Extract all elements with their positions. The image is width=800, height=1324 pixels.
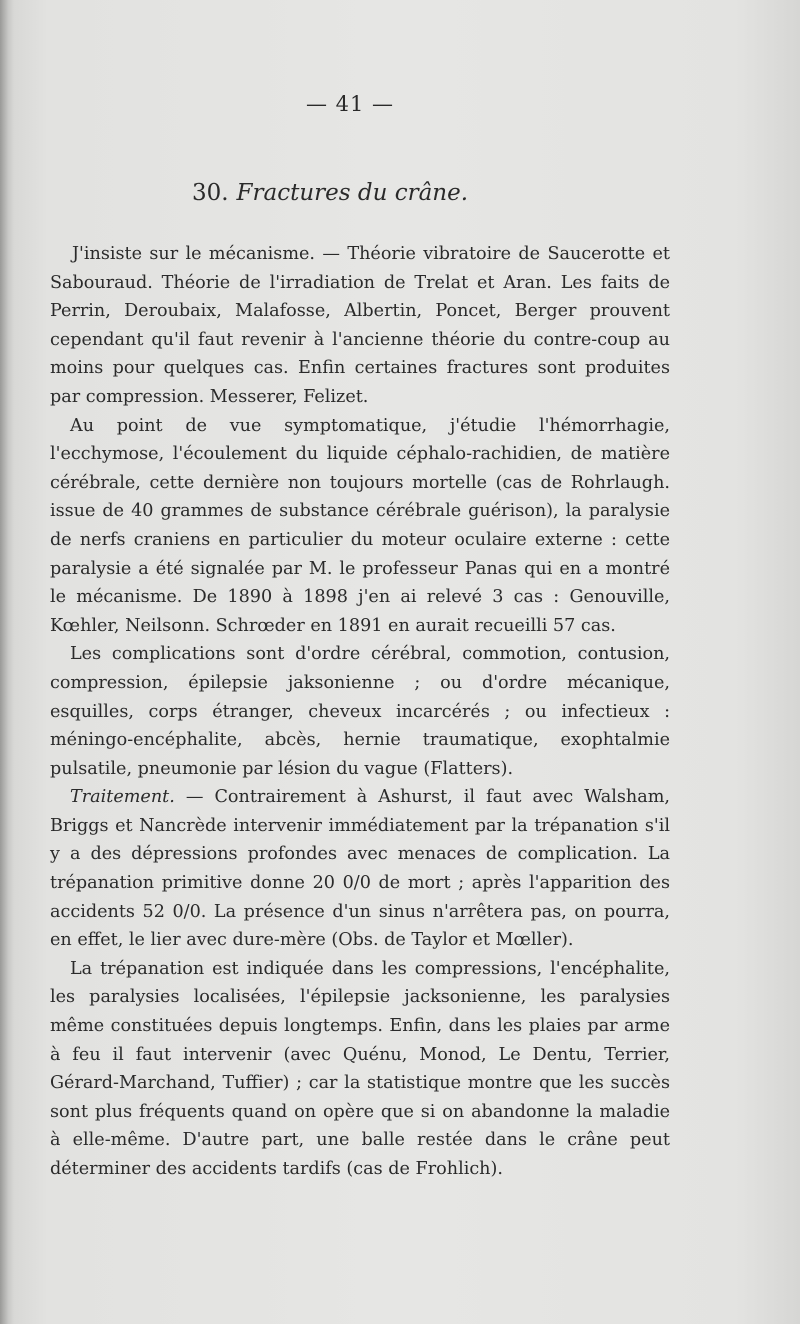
traitement-label: Traitement. [70,787,175,808]
traitement-text: — Contrairement à Ashurst, il faut avec Walsham, Briggs et Nancrède intervenir immédiatement par la trépanation s'il y a des dépressions profondes avec menaces de complication. La trépanation primitive donne 20 0/0 de mort ; après l'apparition des accidents 52 0/0. La présence d'un sinus n'arrêtera pas, on pourra, en effet, le lier avec dure-mère (Obs. de Taylor et Mœller). [50,787,670,951]
section-heading [0,180,660,206]
paragraph-trepanation: La trépanation est indiquée dans les compressions, l'encéphalite, les paralysies localisées, l'épilepsie jacksonienne, les paralysies même constituées depuis longtemps. Enfin, dans les plaies par arme à feu il faut intervenir (avec Quénu, Monod, Le Dentu, Terrier, Gérard-Marchand, Tuffier) ; car la statistique montre que les succès sont plus fréquents quand on opère que si on abandonne la maladie à elle-même. D'autre part, une balle restée dans le crâne peut déterminer des accidents tardifs (cas de Frohlich). [50,958,670,1179]
paragraph-complications: Les complications sont d'ordre cérébral, commotion, contusion, compression, épilepsie jaksonienne ; ou d'ordre mécanique, esquilles, corps étranger, cheveux incarcérés ; ou infectieux : méningo-encéphalite, abcès, hernie traumatique, exophtalmie pulsatile, pneumonie par lésion du vague (Flatters). [50,644,670,779]
paragraph-traitement [50,783,670,955]
page-number: — 41 — [305,92,395,116]
paragraph-symptomes: Au point de vue symptomatique, j'étudie l'hémorrhagie, l'ecchymose, l'écoulement du liquide céphalo-rachidien, de matière cérébrale, cette dernière non toujours mortelle (cas de Rohrlaugh. issue de 40 grammes de substance cérébrale guérison), la paralysie de nerfs craniens en particulier du moteur oculaire externe : cette paralysie a été signalée par M. le professeur Panas qui en a montré le mécanisme. De 1890 à 1898 j'en ai relevé 3 cas : Genouville, Kœhler, Neilsonn. Schrœder en 1891 en aurait recueilli 57 cas. [50,415,670,636]
body-text [50,240,670,1184]
section-number: 30. [191,180,229,206]
paragraph-mecanisme: J'insiste sur le mécanisme. — Théorie vibratoire de Saucerotte et Sabouraud. Théorie de l'irradiation de Trelat et Aran. Les faits de Perrin, Deroubaix, Malafosse, Albertin, Poncet, Berger prouvent cependant qu'il faut revenir à l'ancienne théorie du contre-coup au moins pour quelques cas. Enfin certaines fractures sont produites par compression. Messerer, Felizet. [50,244,670,407]
section-title: Fractures du crâne. [236,180,469,206]
